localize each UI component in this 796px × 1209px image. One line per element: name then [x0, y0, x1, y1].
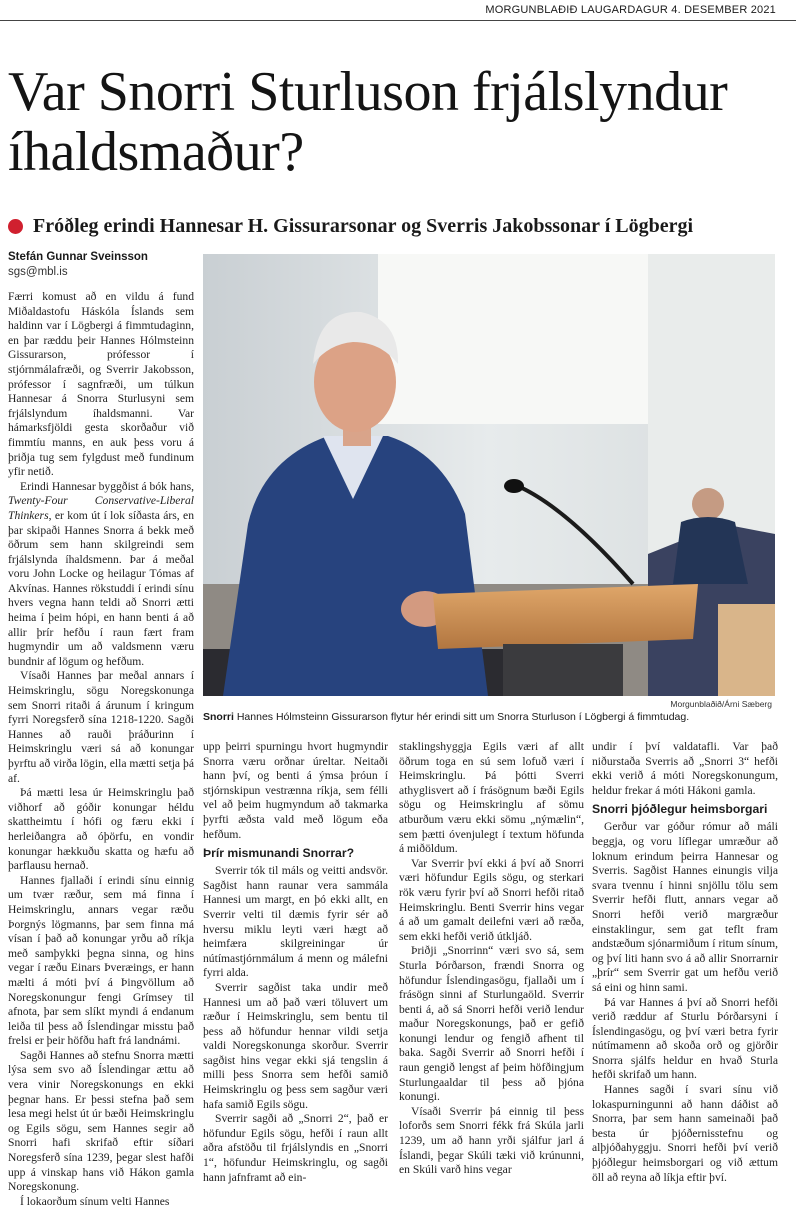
paragraph: Erindi Hannesar byggðist á bók hans, Twenty-Four Conservative-Liberal Thinkers, er kom út í lok síðasta árs, en þar skipaði Hannes Snorra á bekk með öðrum sem hann skilgreindi sem frjálslynda íhaldsmenn. Þar á meðal voru John Locke og heilagur Tómas af Akvínas. Hannes rökstuddi í erindi sínu hvers vegna hann teldi að Snorri ætti heima í þeim hópi, en hann benti á að allir þrír hefðu í raun fært fram hugmyndir um að valdsmenn væru bundnir af lögum og hefðum.: [8, 479, 194, 668]
paragraph: Sverrir tók til máls og veitti andsvör. Sagðist hann raunar vera sammála Hannesi um margt, en þó ekki allt, en Sverrir velti til dæmis fyrir sér að hversu miklu leyti væri hægt að heimfæra skilgreiningar úr nútímastjórnmálum á menn og málefni fyrri alda.: [203, 864, 388, 980]
paragraph: Í lokaorðum sínum velti Hannes: [20, 1194, 170, 1208]
byline-name: Stefán Gunnar Sveinsson: [8, 251, 148, 263]
paragraph: Þriðji „Snorrinn“ væri svo sá, sem Sturla Þórðarson, frændi Snorra og höfundur Íslendingasögu, fjallaði um í frásögn sinni af Sturlungaöld. Sverrir benti á, að sá Snorri hefði verið lendur maður Noregskonungs, það er gefið konungi lendur og fengið afhent til baka. Sagði Sverrir að Snorri hefði í raun gengið lengst af þeim höfðingjum Sturlungaaldar til þess að þjóna konungi.: [399, 944, 584, 1104]
photo-caption: [203, 711, 783, 724]
paragraph: Þá var Hannes á því að Snorri hefði verið ræddur af Sturlu Þórðarsyni í Íslendingasögu, og því væri betra fyrir nútímamenn að skoða orð og gjörðir Snorra sjálfs heldur en hvað Sturla hefði skrifað um hann.: [592, 995, 778, 1082]
paragraph: Þá mætti lesa úr Heimskringlu það viðhorf að góðir konungar héldu skattheimtu í hófi og færu ekki í herleiðangra að óþörfu, en vondir konungar hækkuðu skatta og hæfu að þarflausu hernað.: [8, 786, 194, 873]
article-column-1: [8, 290, 194, 1208]
caption-lead: Snorri: [203, 711, 234, 723]
paragraph: Sverrir sagðist taka undir með Hannesi um að það væri töluvert um ræður í Heimskringlu, sem bentu til þess að höfundur hennar vildi setja valdi Noregskonunga skorður. Sverrir sagðist hins vegar ekki sjá tengslin á milli þess Snorra sem hefði samið Heimskringlu og þess sem sagður væri hafa samið Egils sögu.: [203, 980, 388, 1111]
byline: [8, 250, 188, 280]
byline-email[interactable]: sgs@mbl.is: [8, 266, 68, 278]
caption-text: Hannes Hólmsteinn Gissurarson flytur hér erindi sitt um Snorra Sturluson í Lögbergi á fimmtudag.: [233, 711, 690, 723]
paragraph: staklingshyggja Egils væri af allt öðrum toga en sú sem lofuð væri í Heimskringlu. Þá þótti Sverri athyglisvert að í frásögnum bæði Egils sögu og Heimskringlu af sömu atburðum væru ekki sömu „nýmælin“, sem þætti óvenjulegt í textum höfunda á miðöldum.: [399, 740, 584, 856]
book-title: Twenty-Four Conservative-Liberal Thinkers: [8, 494, 194, 522]
paragraph: Var Sverrir því ekki á því að Snorri væri höfundur Egils sögu, og sterkari rök væru fyrir því að Snorri hefði ritað Heimskringlu. Benti Sverrir hins vegar á að um gamalt deilefni væri að ræða, sem ekki hefði verið útkljáð.: [399, 856, 584, 943]
section-heading: Þrír mismunandi Snorrar?: [203, 846, 355, 861]
red-dot-icon: [8, 219, 23, 234]
paragraph: undir í því valdatafli. Var það niðurstaða Sverris að „Snorri 3“ hefði ekki verið á móti Noregskonungum, heldur frekar á móti Hákoni gamla.: [592, 740, 778, 797]
article-column-2: [203, 740, 388, 1184]
photo-credit: Morgunblaðið/Árni Sæberg: [670, 699, 772, 709]
subheadline-row: [8, 214, 788, 238]
paragraph: Sverrir sagði að „Snorri 2“, það er höfundur Egils sögu, hefði í raun allt aðra afstöðu til frjálslyndis en „Snorri 1“, höfundur Heimskringlu, og sagði hann jafnframt að ein-: [203, 1112, 388, 1184]
paragraph: Vísaði Sverrir þá einnig til þess loforðs sem Snorri fékk frá Skúla jarli 1239, um að hann yrði sjálfur jarl á Íslandi, þegar Skúli tæki við krúnunni, en Skúli varð hins vegar: [399, 1104, 584, 1177]
page-header: [0, 0, 796, 21]
headline: Var Snorri Sturluson frjálslyndur íhaldsmaður?: [8, 61, 728, 183]
paragraph: Sagði Hannes að stefnu Snorra mætti lýsa sem svo að Íslendingar ættu að vera vinir Noregskonungs en ekki þegnar hans. Er þessi stefna það sem lesa megi helst út úr bæði Heimskringlu og Egils sögu, sem Hannes segir að Snorri hafi skrifað eftir síðari Noregsferð sína 1239, þegar slest hafði upp á vinskap hans við Hákon gamla Noregskonung.: [8, 1048, 194, 1194]
article-photo: [203, 254, 775, 696]
paragraph: Gerður var góður rómur að máli beggja, og voru líflegar umræður að loknum erindum þeirra Hannesar og Sverris. Sagðist Hannes einungis vilja svara tvennu í hinni snjöllu tölu sem Sverrir hefði flutt, annars vegar að Snorri hefði verið margræður einstaklingur, sem gat teflt fram andstæðum sjónarmiðum í ritum sínum, og því liti hann svo á að allir Snorrarnir „þrír“ sem Sverrir gat um hefðu verið sá eini og hinn sami.: [592, 820, 778, 994]
paragraph: Færri komust að en vildu á fund Miðaldastofu Háskóla Íslands sem haldinn var í Lögbergi á fimmtudaginn, en þar ræddu þeir Hannes Hólmsteinn Gissurarson, prófessor í stjórnmálafræði, og Sverrir Jakobsson, prófessor í sagnfræði, um túlkun Hannesar á Snorra Sturlusyni sem frjálslyndum íhaldsmanni. Var hámarksfjöldi gesta skorðaður við fimmtíu manns, en auk þess voru á þriðja tug sem fylgdust með fundinum yfir netið.: [8, 290, 194, 479]
paragraph: Hannes sagði í svari sínu við lokaspurningunni að hann dáðist að Snorra, þar sem hann sameinaði það besta úr þjóðernisstefnu og alþjóðahyggju. Snorri hefði því verið þjóðlegur heimsborgari og við ættum öll að reyna að líkja eftir því.: [592, 1083, 778, 1184]
article-column-3: [399, 740, 584, 1177]
section-heading: Snorri þjóðlegur heimsborgari: [592, 802, 768, 817]
running-head: MORGUNBLAÐIÐ LAUGARDAGUR 4. DESEMBER 2021: [485, 4, 776, 16]
paragraph: Vísaði Hannes þar meðal annars í Heimskringlu, sögu Noregskonunga sem Snorri ritaði á árunum í kringum fyrri Noregsferð sína 1218-1220. Sagði Hannes að rauði þráðurinn í Heimskringlu væri sá að konungar þyrftu að virða lögin, ella mætti setja þá af.: [8, 669, 194, 785]
paragraph: Hannes fjallaði í erindi sínu einnig um tvær ræður, sem má finna í Heimskringlu, annars vegar ræðu Þorgnýs lögmanns, þar sem finna má vísan í það að konungar yrðu að ríkja með samþykki þegna sinna, og hins vegar í ræðu Einars Þveræings, er hann mælti á móti því á Þingvöllum að Noregskonungur fengi Grímsey til afnota, þar sem slíkt myndi á endanum leiða til þess að Íslendingar misstu það frelsi er þeir höfðu haft frá landnámi.: [8, 873, 194, 1048]
paragraph: upp þeirri spurningu hvort hugmyndir Snorra væru orðnar úreltar. Neitaði hann því, og benti á ýmsa þróun í stjórnskipun vestrænna ríkja, sem félli vel að þeim hugmyndum að takmarka þyrfti æðsta vald með lögum eða hefðum.: [203, 740, 388, 841]
subheadline: Fróðleg erindi Hannesar H. Gissurarsonar og Sverris Jakobssonar í Lögbergi: [33, 215, 694, 237]
photo-illustration: [203, 254, 775, 696]
article-column-4: [592, 740, 778, 1184]
